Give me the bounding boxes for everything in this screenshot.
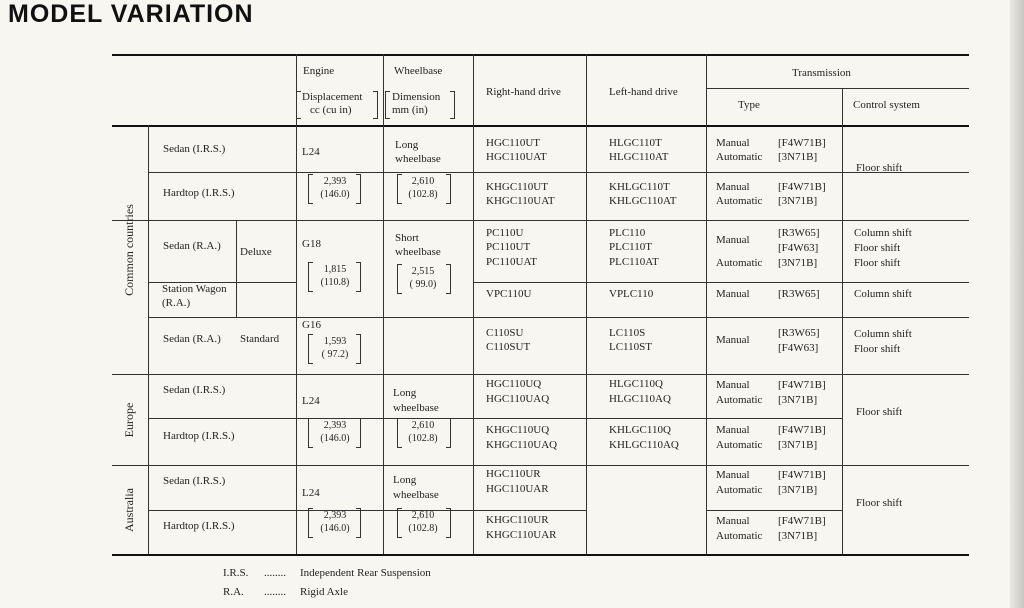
rhd-model: PC110UT <box>486 241 531 253</box>
lhd-header: Left-hand drive <box>609 86 678 98</box>
table-bottom-rule <box>112 554 969 556</box>
rule <box>473 54 474 554</box>
trans-type: Automatic <box>716 195 763 207</box>
lhd-model: HLGC110AT <box>609 151 669 163</box>
model-label: Sedan (R.A.) <box>163 240 221 252</box>
trans-code: [3N71B] <box>778 257 818 269</box>
lhd-model: HLGC110T <box>609 137 662 149</box>
table-top-rule <box>112 54 969 56</box>
bracket <box>356 418 361 448</box>
header-rule <box>112 125 969 127</box>
trans-type: Automatic <box>716 257 763 269</box>
control-value: Column shift <box>854 328 912 340</box>
wb-value: (102.8) <box>408 189 438 200</box>
grade-label: Deluxe <box>240 246 272 258</box>
lhd-model: PLC110 <box>609 227 646 239</box>
disp-value: 2,393 <box>323 420 347 431</box>
page-title: MODEL VARIATION <box>8 0 254 28</box>
rule <box>148 418 842 419</box>
wheelbase-value: wheelbase <box>395 153 441 165</box>
control-value: Floor shift <box>854 343 901 355</box>
footnote-dots: ........ <box>264 586 286 598</box>
wb-value: 2,515 <box>411 266 435 277</box>
disp-value: ( 97.2) <box>321 349 349 360</box>
displacement-unit: cc (cu in) <box>310 104 352 116</box>
rule <box>148 172 969 173</box>
trans-type: Manual <box>716 334 750 346</box>
trans-type: Manual <box>716 181 750 193</box>
bracket <box>385 91 390 119</box>
engine-value: L24 <box>302 395 320 407</box>
trans-type: Manual <box>716 515 750 527</box>
rhd-model: KHGC110UT <box>486 181 548 193</box>
wheelbase-value: Short <box>395 232 419 244</box>
rule <box>112 220 969 221</box>
trans-type: Automatic <box>716 439 763 451</box>
rule <box>112 374 969 375</box>
engine-header: Engine <box>303 65 335 77</box>
dimension-unit: mm (in) <box>392 104 428 116</box>
trans-type: Manual <box>716 234 750 246</box>
footnote-text: Independent Rear Suspension <box>300 567 431 579</box>
disp-value: 1,815 <box>323 264 347 275</box>
footnote-abbr: I.R.S. <box>223 567 249 579</box>
wheelbase-value: wheelbase <box>393 402 439 414</box>
trans-type: Manual <box>716 424 750 436</box>
control-value: Column shift <box>854 288 912 300</box>
rule <box>148 510 586 511</box>
rhd-model: PC110UAT <box>486 256 537 268</box>
trans-code: [F4W71B] <box>778 379 826 391</box>
lhd-model: HLGC110Q <box>609 378 663 390</box>
trans-type: Manual <box>716 288 750 300</box>
trans-code: [F4W71B] <box>778 469 826 481</box>
rhd-model: KHGC110UAT <box>486 195 555 207</box>
rhd-model: VPC110U <box>486 288 532 300</box>
model-label: Hardtop (I.R.S.) <box>163 187 235 199</box>
disp-value: (146.0) <box>320 189 350 200</box>
rhd-model: KHGC110UAQ <box>486 439 558 451</box>
lhd-model: PLC110AT <box>609 256 659 268</box>
model-label: Hardtop (I.R.S.) <box>163 430 235 442</box>
bracket <box>446 508 451 538</box>
rhd-model: HGC110UAR <box>486 483 549 495</box>
rule <box>586 54 587 554</box>
rule <box>383 54 384 554</box>
rhd-model: KHGC110UAR <box>486 529 557 541</box>
rule <box>236 220 237 317</box>
trans-type: Manual <box>716 469 750 481</box>
trans-code: [F4W71B] <box>778 424 826 436</box>
rule <box>706 88 969 89</box>
bracket <box>373 91 378 119</box>
control-header: Control system <box>853 99 920 111</box>
control-value: Floor shift <box>854 242 901 254</box>
footnote-dots: ........ <box>264 567 286 579</box>
lhd-model: LC110ST <box>609 341 652 353</box>
type-header: Type <box>738 99 760 111</box>
disp-value: (146.0) <box>320 523 350 534</box>
trans-code: [3N71B] <box>778 439 818 451</box>
lhd-model: KHLGC110T <box>609 181 670 193</box>
trans-code: [3N71B] <box>778 394 818 406</box>
rhd-model: HGC110UR <box>486 468 541 480</box>
bracket <box>356 334 361 364</box>
rhd-model: HGC110UQ <box>486 378 542 390</box>
trans-type: Automatic <box>716 530 763 542</box>
region-label: Common countries <box>122 204 136 296</box>
trans-code: [F4W71B] <box>778 181 826 193</box>
rhd-model: KHGC110UR <box>486 514 549 526</box>
grade-label: Standard <box>240 333 280 345</box>
scan-edge <box>1010 0 1024 608</box>
rhd-model: PC110U <box>486 227 524 239</box>
lhd-model: KHLGC110AQ <box>609 439 679 451</box>
trans-type: Automatic <box>716 151 763 163</box>
rhd-model: C110SU <box>486 327 524 339</box>
wheelbase-value: wheelbase <box>393 489 439 501</box>
dimension-header: Dimension <box>392 91 441 103</box>
rhd-header: Right-hand drive <box>486 86 561 98</box>
wheelbase-value: Long <box>393 387 417 399</box>
wheelbase-header: Wheelbase <box>394 65 443 77</box>
wb-value: 2,610 <box>411 420 435 431</box>
rule <box>706 510 842 511</box>
lhd-model: LC110S <box>609 327 646 339</box>
lhd-model: KHLGC110AT <box>609 195 677 207</box>
trans-code: [R3W65] <box>778 288 820 300</box>
disp-value: (146.0) <box>320 433 350 444</box>
trans-code: [3N71B] <box>778 151 818 163</box>
bracket <box>446 174 451 204</box>
rule <box>296 54 297 554</box>
rhd-model: HGC110UT <box>486 137 540 149</box>
wheelbase-value: Long <box>395 139 419 151</box>
bracket <box>446 264 451 294</box>
control-value: Floor shift <box>854 257 901 269</box>
bracket <box>446 418 451 448</box>
footnote-text: Rigid Axle <box>300 586 348 598</box>
lhd-model: VPLC110 <box>609 288 654 300</box>
rule <box>148 317 969 318</box>
trans-type: Automatic <box>716 484 763 496</box>
model-label: Sedan (R.A.) <box>163 333 221 345</box>
control-value: Column shift <box>854 227 912 239</box>
wb-value: ( 99.0) <box>409 279 437 290</box>
disp-value: (110.8) <box>320 277 350 288</box>
model-label: Sedan (I.R.S.) <box>163 475 226 487</box>
bracket <box>356 508 361 538</box>
region-label: Australia <box>122 488 136 532</box>
trans-code: [F4W63] <box>778 242 819 254</box>
lhd-model: PLC110T <box>609 241 652 253</box>
wb-value: 2,610 <box>411 176 435 187</box>
disp-value: 2,393 <box>323 510 347 521</box>
control-value: Floor shift <box>856 497 903 509</box>
rule <box>148 125 149 554</box>
engine-value: G18 <box>302 238 321 250</box>
control-value: Floor shift <box>856 162 903 174</box>
rule <box>473 282 969 283</box>
trans-code: [3N71B] <box>778 195 818 207</box>
model-label: (R.A.) <box>162 297 191 309</box>
displacement-header: Displacement <box>302 91 363 103</box>
trans-code: [F4W71B] <box>778 515 826 527</box>
trans-code: [3N71B] <box>778 484 818 496</box>
trans-code: [F4W71B] <box>778 137 826 149</box>
transmission-header: Transmission <box>792 67 851 79</box>
wb-value: (102.8) <box>408 523 438 534</box>
rhd-model: C110SUT <box>486 341 531 353</box>
bracket <box>296 91 301 119</box>
wb-value: 2,610 <box>411 510 435 521</box>
model-label: Sedan (I.R.S.) <box>163 384 226 396</box>
trans-code: [3N71B] <box>778 530 818 542</box>
trans-type: Manual <box>716 379 750 391</box>
trans-code: [R3W65] <box>778 227 820 239</box>
footnote-abbr: R.A. <box>223 586 244 598</box>
wheelbase-value: wheelbase <box>395 246 441 258</box>
model-label: Sedan (I.R.S.) <box>163 143 226 155</box>
rule <box>842 88 843 554</box>
bracket <box>356 262 361 292</box>
trans-type: Manual <box>716 137 750 149</box>
model-label: Station Wagon <box>162 283 227 295</box>
wb-value: (102.8) <box>408 433 438 444</box>
rhd-model: HGC110UAT <box>486 151 547 163</box>
trans-code: [R3W65] <box>778 327 820 339</box>
bracket <box>450 91 455 119</box>
control-value: Floor shift <box>856 406 903 418</box>
engine-value: G16 <box>302 319 321 331</box>
rule <box>706 54 707 554</box>
rhd-model: HGC110UAQ <box>486 393 550 405</box>
model-label: Hardtop (I.R.S.) <box>163 520 235 532</box>
trans-code: [F4W63] <box>778 342 819 354</box>
lhd-model: KHLGC110Q <box>609 424 671 436</box>
bracket <box>356 174 361 204</box>
disp-value: 2,393 <box>323 176 347 187</box>
disp-value: 1,593 <box>323 336 347 347</box>
engine-value: L24 <box>302 146 320 158</box>
lhd-model: HLGC110AQ <box>609 393 671 405</box>
rule <box>112 465 969 466</box>
engine-value: L24 <box>302 487 320 499</box>
wheelbase-value: Long <box>393 474 417 486</box>
region-label: Europe <box>122 402 136 438</box>
trans-type: Automatic <box>716 394 763 406</box>
rhd-model: KHGC110UQ <box>486 424 550 436</box>
